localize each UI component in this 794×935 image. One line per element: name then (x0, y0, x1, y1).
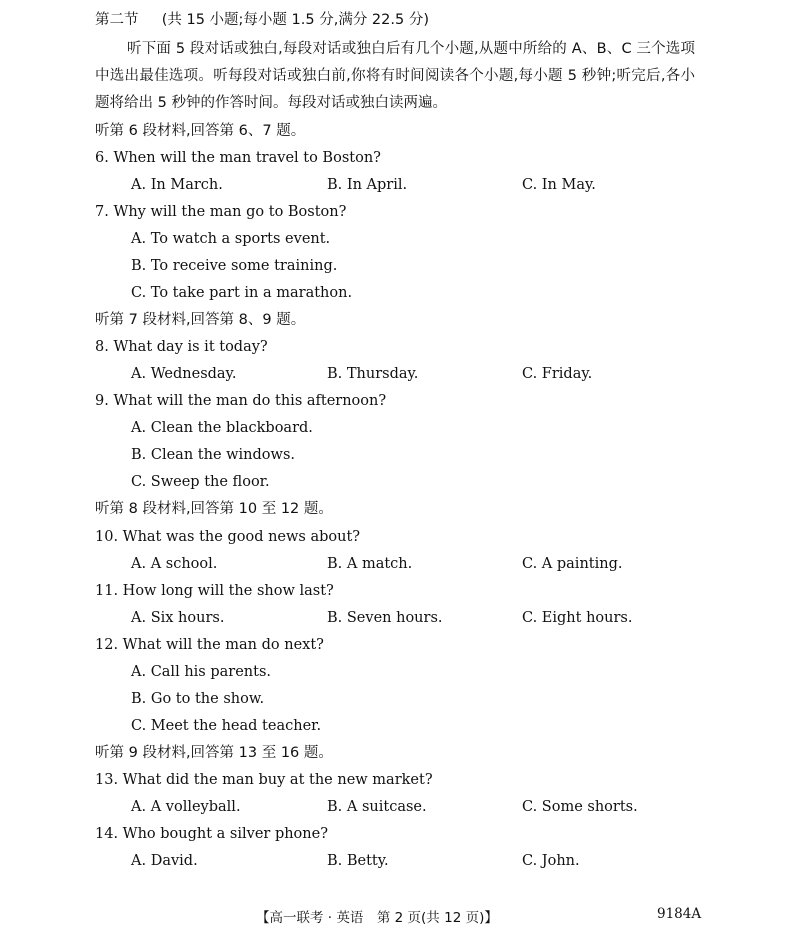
option-a: A. Clean the blackboard. (131, 420, 313, 436)
group-prompt: 听第 6 段材料,回答第 6、7 题。 (95, 123, 306, 139)
option-b: B. In April. (327, 177, 408, 193)
option-c: C. Friday. (522, 366, 593, 382)
option-c: C. Meet the head teacher. (131, 718, 322, 734)
option-c: C. John. (522, 853, 580, 869)
question-stem: 12. What will the man do next? (95, 637, 324, 653)
option-c: C. A painting. (522, 556, 623, 572)
option-b: B. Betty. (327, 853, 389, 869)
group-prompt: 听第 8 段材料,回答第 10 至 12 题。 (95, 501, 333, 517)
question-stem: 10. What was the good news about? (95, 529, 361, 545)
group-prompt: 听第 7 段材料,回答第 8、9 题。 (95, 312, 306, 328)
question-stem: 14. Who bought a silver phone? (95, 826, 328, 842)
question-stem: 9. What will the man do this afternoon? (95, 393, 387, 409)
question-stem: 8. What day is it today? (95, 339, 268, 355)
option-c: C. To take part in a marathon. (131, 285, 353, 301)
section-info: (共 15 小题;每小题 1.5 分,满分 22.5 分) (161, 12, 429, 28)
option-b: B. Go to the show. (131, 691, 265, 707)
option-b: B. Thursday. (327, 366, 419, 382)
question-stem: 7. Why will the man go to Boston? (95, 204, 347, 220)
section-heading (95, 10, 429, 30)
page-footer-title: 【高一联考 · 英语 第 2 页(共 12 页)】 (256, 910, 498, 926)
option-a: A. Call his parents. (131, 664, 271, 680)
option-c: C. Sweep the floor. (131, 474, 270, 490)
option-b: B. To receive some training. (131, 258, 338, 274)
group-prompt: 听第 9 段材料,回答第 13 至 16 题。 (95, 745, 333, 761)
option-a: A. In March. (131, 177, 223, 193)
section-title: 第二节 (95, 12, 139, 28)
option-a: A. A school. (131, 556, 218, 572)
question-stem: 13. What did the man buy at the new market? (95, 772, 433, 788)
question-stem: 11. How long will the show last? (95, 583, 334, 599)
option-c: C. Some shorts. (522, 799, 638, 815)
section-instructions: 听下面 5 段对话或独白,每段对话或独白后有几个小题,从题中所给的 A、B、C 三个选项中选出最佳选项。听每段对话或独白前,你将有时间阅读各个小题,每小题 5 秒钟;听完后,各小题将给出 5 秒钟的作答时间。每段对话或独白读两遍。 (95, 41, 695, 111)
option-b: B. Seven hours. (327, 610, 443, 626)
option-a: A. Six hours. (131, 610, 225, 626)
option-a: A. A volleyball. (131, 799, 241, 815)
option-c: C. Eight hours. (522, 610, 633, 626)
page-footer-code: 9184A (657, 906, 702, 922)
option-b: B. A match. (327, 556, 413, 572)
option-a: A. To watch a sports event. (131, 231, 331, 247)
option-b: B. A suitcase. (327, 799, 427, 815)
question-stem: 6. When will the man travel to Boston? (95, 150, 381, 166)
option-a: A. Wednesday. (131, 366, 237, 382)
option-a: A. David. (131, 853, 198, 869)
option-b: B. Clean the windows. (131, 447, 295, 463)
option-c: C. In May. (522, 177, 596, 193)
